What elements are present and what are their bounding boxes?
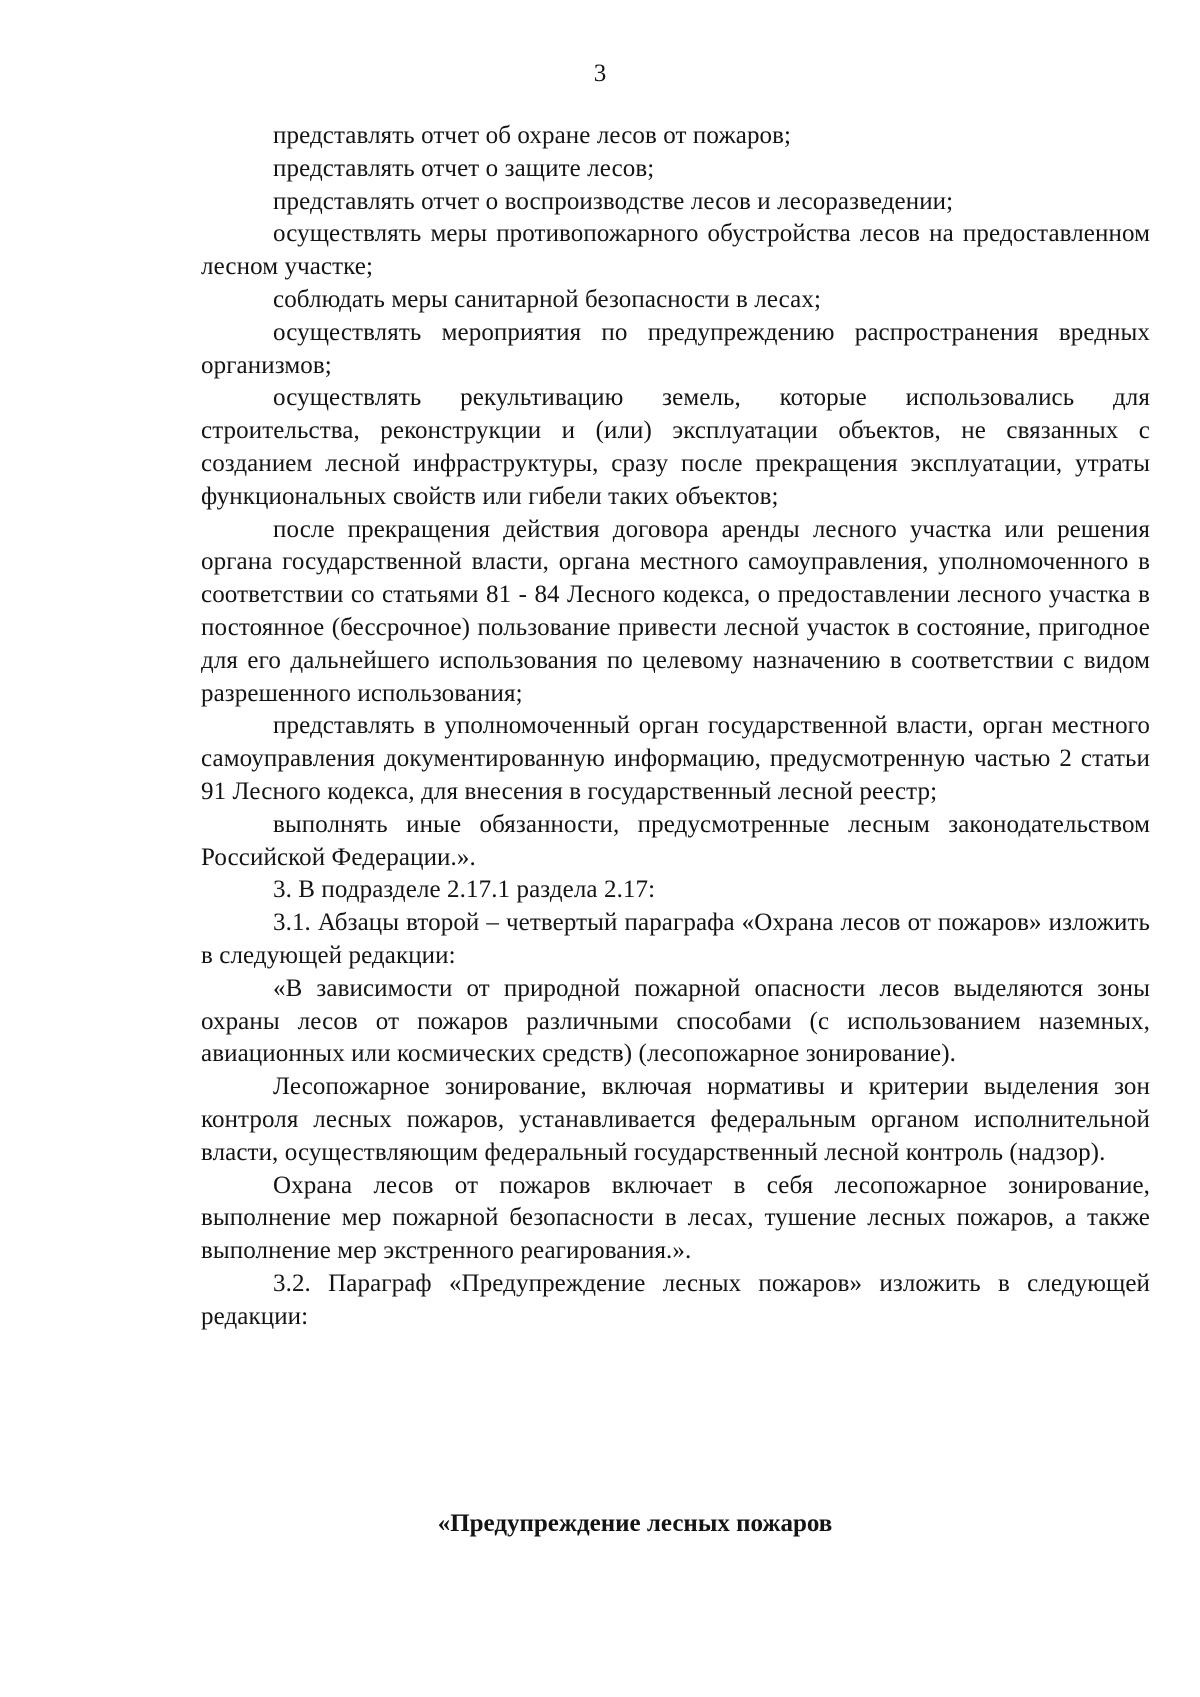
paragraph: 3.1. Абзацы второй – четвертый параграфа «Охрана лесов от пожаров» изложить в следующей редакции: bbox=[201, 909, 1150, 969]
paragraph: Охрана лесов от пожаров включает в себя лесопожарное зонирование, выполнение мер пожарной безопасности в лесах, тушение лесных пожаров, а также выполнение мер экстренного реагирования.». bbox=[201, 1171, 1150, 1265]
paragraph: Лесопожарное зонирование, включая нормативы и критерии выделения зон контроля лесных пожаров, устанавливается федеральным органом исполнительной власти, осуществляющим федеральный государственный лесной контроль (надзор). bbox=[201, 1073, 1150, 1166]
paragraph: 3. В подразделе 2.17.1 раздела 2.17: bbox=[273, 876, 656, 904]
paragraph: осуществлять мероприятия по предупреждению распространения вредных организмов; bbox=[201, 318, 1150, 379]
paragraph: осуществлять рекультивацию земель, которые использовались для строительства, реконструкции и (или) эксплуатации объектов, не связанных с созданием лесной инфраструктуры, сразу после прекращения эксплуатации, утраты функциональных свойств или гибели таких объектов; bbox=[201, 384, 1150, 510]
paragraph: соблюдать меры санитарной безопасности в лесах; bbox=[273, 285, 822, 313]
paragraph: 3.2. Параграф «Предупреждение лесных пожаров» изложить в следующей редакции: bbox=[201, 1269, 1150, 1330]
paragraph: выполнять иные обязанности, предусмотренные лесным законодательством Российской Федерации.». bbox=[201, 810, 1150, 871]
page-number: 3 bbox=[593, 60, 607, 87]
paragraph: представлять отчет о защите лесов; bbox=[273, 154, 655, 182]
paragraph: после прекращения действия договора аренды лесного участка или решения органа государственной власти, органа местного самоуправления, уполномоченного в соответствии со статьями 81 - 84 Лесного кодекса, о предоставлении лесного участка в постоянное (бессрочное) пользование привести лесной участок в состояние, пригодное для его дальнейшего использования по целевому назначению в соответствии с видом разрешенного использования; bbox=[201, 515, 1150, 707]
paragraph: представлять отчет о воспроизводстве лесов и лесоразведении; bbox=[273, 187, 954, 215]
section-heading: «Предупреждение лесных пожаров bbox=[437, 1510, 833, 1537]
paragraph: представлять отчет об охране лесов от пожаров; bbox=[273, 122, 792, 149]
document-body bbox=[201, 120, 1150, 1333]
paragraph: осуществлять меры противопожарного обустройства лесов на предоставленном лесном участке; bbox=[201, 220, 1150, 281]
paragraph: «В зависимости от природной пожарной опасности лесов выделяются зоны охраны лесов от пожаров различными способами (с использованием наземных, авиационных или космических средств) (лесопожарное зонирование). bbox=[201, 974, 1150, 1068]
paragraph: представлять в уполномоченный орган государственной власти, орган местного самоуправления документированную информацию, предусмотренную частью 2 статьи 91 Лесного кодекса, для внесения в государственный лесной реестр; bbox=[201, 712, 1150, 805]
